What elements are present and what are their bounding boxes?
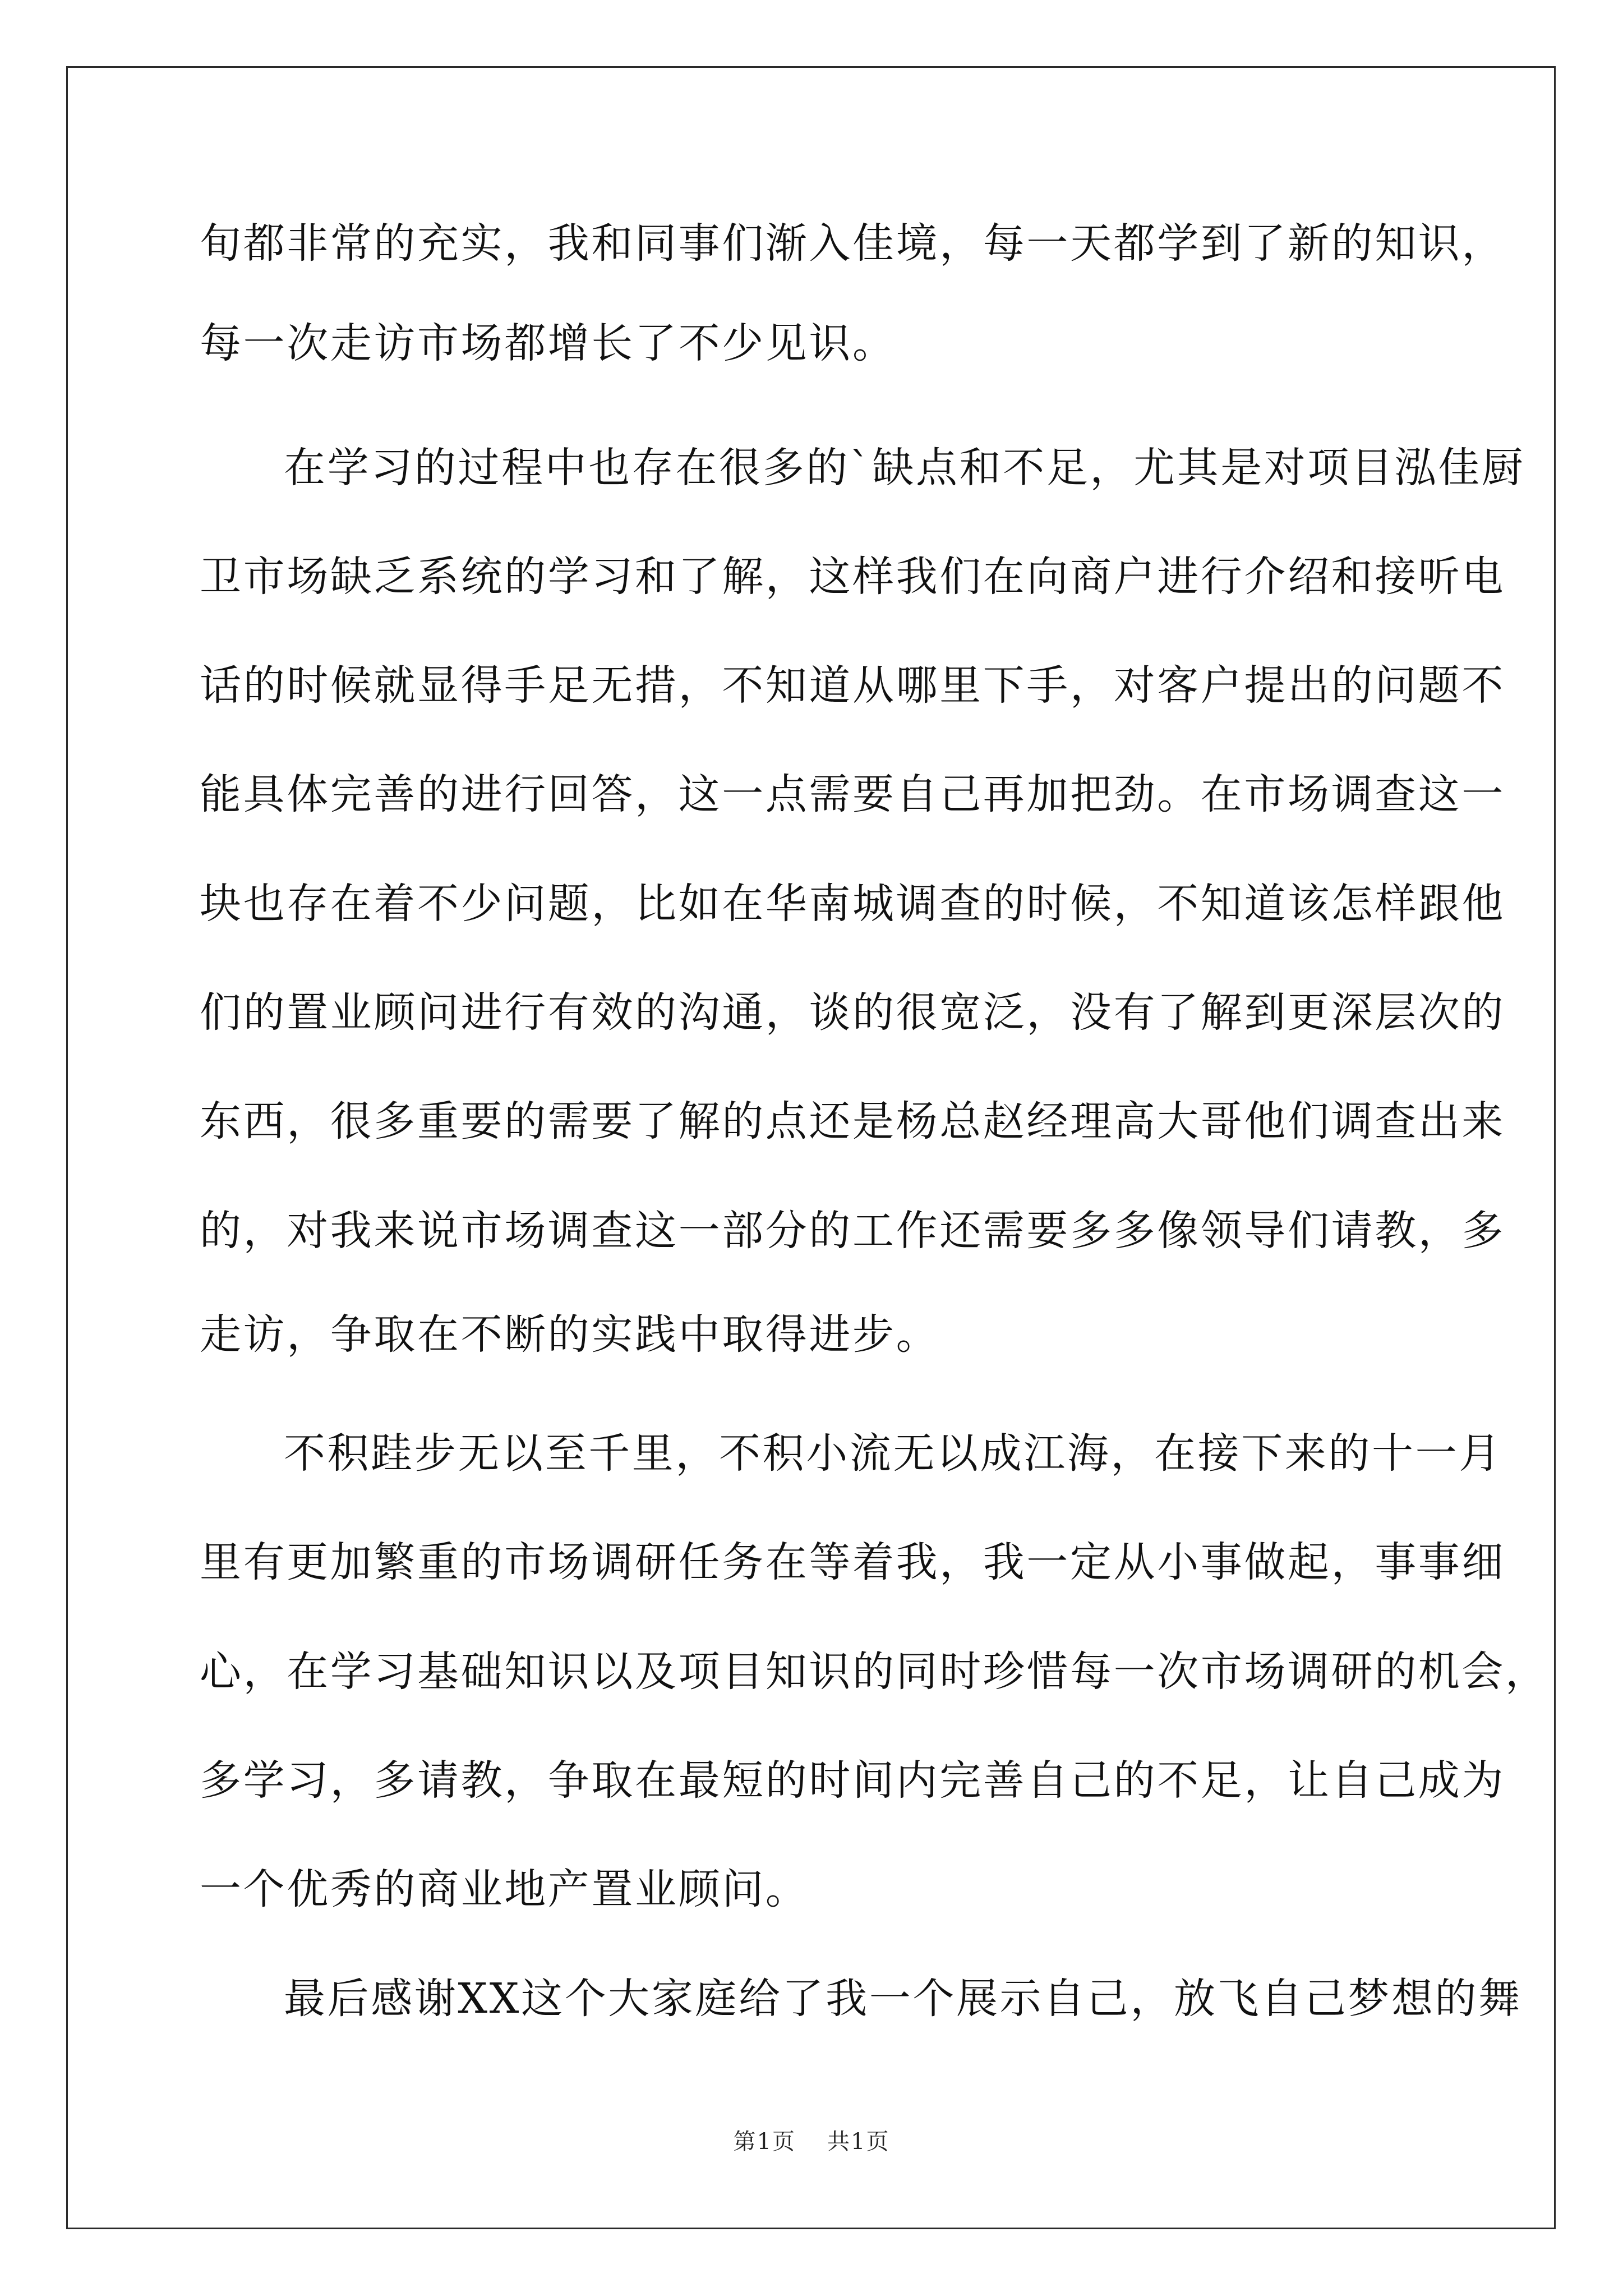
body-line: 话的时候就显得手足无措，不知道从哪里下手，对客户提出的问题不	[200, 661, 1505, 710]
body-line: 块也存在着不少问题，比如在华南城调查的时候，不知道该怎样跟他	[200, 880, 1505, 928]
body-line: 多学习，多请教，争取在最短的时间内完善自己的不足，让自己成为	[200, 1756, 1505, 1805]
body-line: 心，在学习基础知识以及项目知识的同时珍惜每一次市场调研的机会，	[200, 1648, 1549, 1696]
body-line: 在学习的过程中也存在很多的`缺点和不足，尤其是对项目泓佳厨	[284, 444, 1525, 492]
body-line: 能具体完善的进行回答，这一点需要自己再加把劲。在市场调查这一	[200, 770, 1505, 818]
body-line: 东西，很多重要的需要了解的点还是杨总赵经理高大哥他们调查出来	[200, 1097, 1505, 1145]
body-line: 里有更加繁重的市场调研任务在等着我，我一定从小事做起，事事细	[200, 1538, 1505, 1586]
body-line: 走访，争取在不断的实践中取得进步。	[200, 1310, 940, 1359]
page-footer	[0, 2127, 1623, 2156]
body-line: 最后感谢XX这个大家庭给了我一个展示自己，放飞自己梦想的舞	[284, 1975, 1522, 2023]
body-line: 一个优秀的商业地产置业顾问。	[200, 1865, 809, 1913]
body-line: 卫市场缺乏系统的学习和了解，这样我们在向商户进行介绍和接听电	[200, 553, 1505, 601]
body-line: 每一次走访市场都增长了不少见识。	[200, 319, 896, 367]
body-line: 们的置业顾问进行有效的沟通，谈的很宽泛，没有了解到更深层次的	[200, 988, 1505, 1037]
body-line: 不积跬步无以至千里，不积小流无以成江海，在接下来的十一月	[284, 1429, 1502, 1478]
page-total: 共1页	[827, 2129, 890, 2155]
body-line: 的，对我来说市场调查这一部分的工作还需要多多像领导们请教，多	[200, 1207, 1505, 1255]
page-number: 第1页	[733, 2129, 796, 2155]
body-line: 旬都非常的充实，我和同事们渐入佳境，每一天都学到了新的知识，	[200, 219, 1505, 268]
